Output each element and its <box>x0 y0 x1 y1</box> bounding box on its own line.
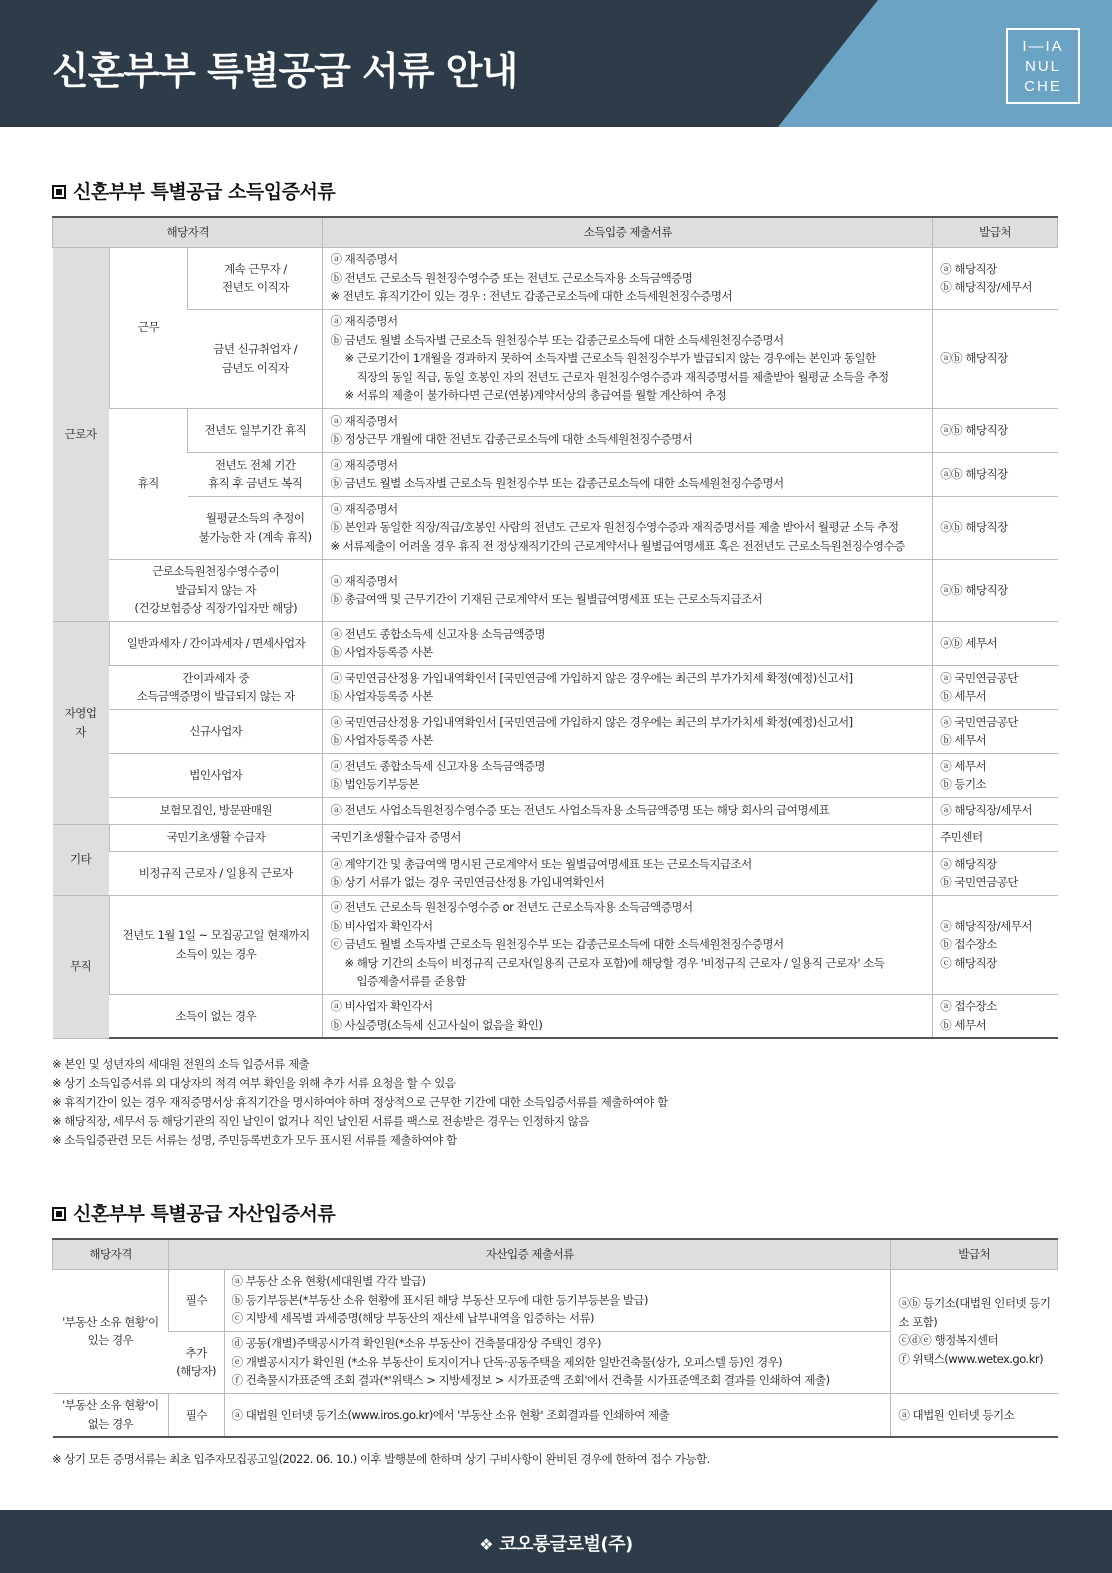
extra-label <box>169 1331 224 1393</box>
doc-note: 직장의 동일 직급, 동일 호봉인 자의 전년도 근로자 원천징수영수증과 재직증명서를 제출받아 월평균 소득을 추정 <box>356 369 889 384</box>
qualification-cell <box>109 709 323 753</box>
issuer-item: ⓐⓑ 해당직장 <box>940 582 1008 597</box>
docs-cell <box>323 247 933 309</box>
qualification-text: 불가능한 자 (계속 휴직) <box>198 529 312 544</box>
doc-item: ⓐ 재직증명서 <box>330 501 398 516</box>
qualification-text: 소득이 있는 경우 <box>175 946 257 961</box>
qualification-cell <box>188 496 323 559</box>
issuer-cell <box>933 709 1058 753</box>
group-other: 기타 <box>53 824 110 895</box>
qualification-cell <box>188 452 323 496</box>
issuer-item: ⓐⓑ 해당직장 <box>940 351 1008 366</box>
issuer-cell <box>933 408 1058 452</box>
required-label: 필수 <box>169 1269 224 1331</box>
issuer-item: ⓑ 접수장소 <box>940 937 997 952</box>
qualification-text: (건강보험증상 직장가입자만 해당) <box>134 601 298 616</box>
issuer-item: ⓒ 해당직장 <box>940 955 997 970</box>
issuer-item: 주민센터 <box>940 830 983 845</box>
doc-item: ⓐ 전년도 종합소득세 신고자용 소득금액증명 <box>330 758 546 773</box>
docs-cell <box>323 408 933 452</box>
qualification-text: 비정규직 근로자 / 일용직 근로자 <box>138 865 293 880</box>
page-header <box>0 0 1112 127</box>
issuer-item: ⓑ 세무서 <box>940 1017 987 1032</box>
qualification-cell <box>53 1269 169 1393</box>
doc-note: ※ 서류의 제출이 불가하다면 근로(연봉)계약서상의 총급여를 월할 계산하여 추정 <box>344 388 727 403</box>
note-line: ※ 상기 모든 증명서류는 최초 입주자모집공고일(2022. 06. 10.) 이후 발행분에 한하며 상기 구비사항이 완비된 경우에 한하여 접수 가능함. <box>52 1452 710 1466</box>
doc-item: ⓑ 금년도 월별 소득자별 근로소득 원천징수부 또는 갑종근로소득에 대한 소득세원천징수증명서 <box>330 476 784 490</box>
issuer-item: ⓕ 위택스(www.wetex.go.kr) <box>898 1351 1044 1366</box>
issuer-item: ⓐ 국민연금공단 <box>940 670 1018 685</box>
table-row <box>53 753 1058 797</box>
table-row <box>53 895 1058 994</box>
asset-table <box>52 1238 1058 1438</box>
docs-cell <box>224 1331 891 1393</box>
docs-cell <box>323 895 933 994</box>
table-row <box>53 1393 1058 1437</box>
income-notes <box>52 1055 668 1150</box>
doc-item: ⓒ 금년도 월별 소득자별 근로소득 원천징수부 또는 갑종근로소득에 대한 소득세원천징수증명서 <box>330 937 784 952</box>
extra-label-text: 추가 <box>185 1345 207 1360</box>
required-label: 필수 <box>169 1393 224 1437</box>
qualification-cell <box>109 665 323 709</box>
doc-item: ⓐ 전년도 사업소득원천징수영수증 또는 전년도 사업소득자용 소득금액증명 또는 해당 회사의 급여명세표 <box>330 803 830 818</box>
qualification-text: 신규사업자 <box>189 723 243 738</box>
issuer-cell <box>933 559 1058 621</box>
qualification-cell <box>109 797 323 824</box>
kolon-logo-icon: ❖ <box>479 1535 494 1554</box>
qualification-text: 발급되지 않는 자 <box>175 582 257 597</box>
qualification-cell <box>109 559 323 621</box>
doc-item: ⓔ 개별공시지가 확인원 (*소유 부동산이 토지이거나 단독·공동주택을 제외한 일반건축물(상가, 오피스텔 등)인 경우) <box>231 1354 783 1369</box>
table-row <box>53 408 1058 452</box>
docs-cell <box>224 1393 891 1437</box>
table-row <box>53 824 1058 851</box>
issuer-cell <box>933 247 1058 309</box>
issuer-item: ⓐ 해당직장 <box>940 261 997 276</box>
issuer-item: ⓑ 등기소 <box>940 777 987 791</box>
qualification-text: 소득금액증명이 발급되지 않는 자 <box>136 689 295 703</box>
issuer-cell <box>933 496 1058 559</box>
qualification-cell <box>53 1393 169 1437</box>
doc-item: ⓑ 사실증명(소득세 신고사실이 없음을 확인) <box>330 1017 543 1032</box>
issuer-item: ⓒⓓⓔ 행정복지센터 <box>898 1333 999 1347</box>
issuer-item: ⓐ 해당직장 <box>940 856 997 871</box>
qualification-text: '부동산 소유 현황'이 <box>62 1314 159 1329</box>
qualification-cell <box>188 408 323 452</box>
doc-item: ⓑ 금년도 월별 소득자별 근로소득 원천징수부 또는 갑종근로소득에 대한 소득세원천징수증명서 <box>330 332 784 347</box>
table-row <box>53 559 1058 621</box>
qualification-text: 국민기초생활 수급자 <box>166 830 266 845</box>
issuer-cell <box>933 309 1058 408</box>
docs-cell <box>323 994 933 1038</box>
qualification-text: 간이과세자 중 <box>182 670 250 685</box>
qualification-text: 금년도 이직자 <box>221 360 289 375</box>
issuer-item: ⓑ 해당직장/세무서 <box>940 280 1032 294</box>
issuer-item: ⓐⓑ 해당직장 <box>940 466 1008 481</box>
doc-item: ⓑ 사업자등록증 사본 <box>330 689 433 703</box>
docs-cell <box>323 824 933 851</box>
doc-item: ⓑ 사업자등록증 사본 <box>330 645 433 659</box>
doc-item: ⓑ 정상근무 개월에 대한 전년도 갑종근로소득에 대한 소득세원천징수증명서 <box>330 432 693 446</box>
doc-item: ⓐ 재직증명서 <box>330 252 398 267</box>
qualification-cell <box>188 247 323 309</box>
doc-item: ⓑ 총급여액 및 근무기간이 기재된 근로계약서 또는 월별급여명세표 또는 근로소득지급조서 <box>330 592 763 606</box>
qualification-text: 근로소득원천징수영수증이 <box>152 564 280 579</box>
issuer-cell <box>933 824 1058 851</box>
docs-cell <box>323 851 933 895</box>
page-title: 신혼부부 특별공급 서류 안내 <box>52 49 518 93</box>
issuer-item: ⓑ 세무서 <box>940 733 987 747</box>
doc-item: ⓐ 재직증명서 <box>330 413 398 428</box>
docs-cell <box>323 753 933 797</box>
qualification-text: 전년도 전체 기간 <box>214 457 296 472</box>
asset-section-title <box>52 1199 335 1226</box>
doc-item: ⓑ 사업자등록증 사본 <box>330 733 433 747</box>
qualification-text: 계속 근무자 / <box>224 261 287 276</box>
doc-item: ⓐ 대법원 인터넷 등기소(www.iros.go.kr)에서 '부동산 소유 현황' 조회결과를 인쇄하여 제출 <box>231 1407 670 1422</box>
issuer-cell <box>933 452 1058 496</box>
logo-line: CHE <box>1024 78 1062 95</box>
table-row <box>53 665 1058 709</box>
docs-cell <box>224 1269 891 1331</box>
issuer-cell <box>933 895 1058 994</box>
doc-item: ⓐ 비사업자 확인각서 <box>330 999 433 1014</box>
footer-brand <box>0 1530 1112 1556</box>
issuer-item: ⓐ 해당직장/세무서 <box>940 918 1032 933</box>
doc-item: 국민기초생활수급자 증명서 <box>330 830 461 845</box>
square-bullet-icon <box>52 1207 66 1221</box>
col-header-issuer: 발급처 <box>891 1239 1058 1269</box>
docs-cell <box>323 452 933 496</box>
col-header-issuer: 발급처 <box>933 217 1058 247</box>
table-row <box>53 797 1058 824</box>
col-header-qualification: 해당자격 <box>53 217 323 247</box>
col-header-docs: 자산입증 제출서류 <box>169 1239 891 1269</box>
note-line: ※ 소득입증관련 모든 서류는 성명, 주민등록번호가 모두 표시된 서류를 제출하여야 함 <box>52 1133 457 1147</box>
doc-item: ⓐ 전년도 근로소득 원천징수영수증 or 전년도 근로소득자용 소득금액증명서 <box>330 900 693 915</box>
table-row <box>53 309 1058 408</box>
doc-item: ⓑ 법인등기부등본 <box>330 777 419 791</box>
issuer-item: ⓑ 세무서 <box>940 689 987 703</box>
issuer-item: ⓑ 국민연금공단 <box>940 875 1018 889</box>
issuer-cell <box>891 1269 1058 1393</box>
doc-item: ⓕ 건축물시가표준액 조회 결과(*'위택스 > 지방세정보 > 시가표준액 조회'에서 건축물 시가표준액조회 결과를 인쇄하여 제출) <box>231 1373 830 1388</box>
square-bullet-icon <box>52 185 66 199</box>
qualification-text: '부동산 소유 현황'이 <box>62 1398 159 1413</box>
footer-brand-text: 코오롱글로벌(주) <box>499 1534 633 1555</box>
doc-item: ⓐ 부동산 소유 현황(세대원별 각각 발급) <box>231 1274 426 1289</box>
doc-item: ⓐ 계약기간 및 총급여액 명시된 근로계약서 또는 월별급여명세표 또는 근로소득지급조서 <box>330 856 752 871</box>
docs-cell <box>323 496 933 559</box>
income-section-title <box>52 177 335 204</box>
docs-cell <box>323 559 933 621</box>
doc-item: ⓒ 지방세 세목별 과세증명(해당 부동산의 재산세 납부내역을 입증하는 서류) <box>231 1311 595 1326</box>
qualification-cell <box>109 994 323 1038</box>
qualification-text: 법인사업자 <box>189 767 243 782</box>
doc-note: ※ 전년도 휴직기간이 있는 경우 : 전년도 갑종근로소득에 대한 소득세원천징수증명서 <box>330 289 733 304</box>
note-line: ※ 휴직기간이 있는 경우 재직증명서상 휴직기간을 명시하여야 하며 정상적으로 근무한 기간에 대한 소득입증서류를 제출하여야 함 <box>52 1095 668 1109</box>
issuer-cell <box>891 1393 1058 1437</box>
doc-item: ⓑ 본인과 동일한 직장/직급/호봉인 사람의 전년도 근로자 원천징수영수증과 재직증명서를 제출 받아서 월평균 소득 추정 <box>330 520 899 535</box>
subgroup-work: 근무 <box>109 247 188 408</box>
income-section-title-text: 신혼부부 특별공급 소득입증서류 <box>73 181 336 203</box>
qualification-text: 전년도 1월 1일 ~ 모집공고일 현재까지 <box>122 928 310 942</box>
issuer-item: ⓐⓑ 해당직장 <box>940 422 1008 437</box>
docs-cell <box>323 309 933 408</box>
doc-note: ※ 서류제출이 어려울 경우 휴직 전 정상재직기간의 근로계약서나 월별급여명세표 혹은 전전년도 근로소득원천징수영수증 <box>330 538 905 553</box>
doc-item: ⓑ 상기 서류가 없는 경우 국민연금산정용 가입내역확인서 <box>330 875 605 889</box>
docs-cell <box>323 665 933 709</box>
qualification-text: 전년도 이직자 <box>222 280 289 294</box>
qualification-cell <box>109 895 323 994</box>
doc-item: ⓐ 재직증명서 <box>330 457 398 472</box>
income-table <box>52 216 1058 1039</box>
issuer-cell <box>933 621 1058 665</box>
issuer-item: ⓐ 세무서 <box>940 758 987 773</box>
extra-label-text: (해당자) <box>176 1364 217 1378</box>
qualification-text: 금년 신규취업자 / <box>213 342 298 356</box>
qualification-cell <box>109 824 323 851</box>
group-worker: 근로자 <box>53 247 110 621</box>
doc-item: ⓐ 국민연금산정용 가입내역확인서 [국민연금에 가입하지 않은 경우에는 최근의 부가가치세 확정(예정)신고서] <box>330 670 853 685</box>
issuer-item: 소 포함) <box>898 1314 938 1329</box>
qualification-text: 없는 경우 <box>87 1416 134 1431</box>
qualification-cell <box>109 621 323 665</box>
doc-item: ⓐ 재직증명서 <box>330 314 398 329</box>
doc-item: ⓑ 등기부등본(*부동산 소유 현황에 표시된 해당 부동산 모두에 대한 등기부등본을 발급) <box>231 1292 649 1307</box>
doc-item: ⓓ 공동(개별)주택공시가격 확인원(*소유 부동산이 건축물대장상 주택인 경우) <box>231 1336 601 1351</box>
logo-line: NUL <box>1024 58 1061 75</box>
issuer-item: ⓐ 국민연금공단 <box>940 714 1018 729</box>
qualification-cell <box>109 851 323 895</box>
table-row <box>53 1269 1058 1331</box>
issuer-item: ⓐⓑ 세무서 <box>940 635 998 650</box>
asset-section-title-text: 신혼부부 특별공급 자산입증서류 <box>73 1203 336 1225</box>
table-row <box>53 247 1058 309</box>
col-header-qualification: 해당자격 <box>53 1239 169 1269</box>
asset-note <box>52 1450 710 1469</box>
issuer-item: ⓐ 접수장소 <box>940 999 997 1014</box>
table-row <box>53 496 1058 559</box>
doc-item: ⓐ 국민연금산정용 가입내역확인서 [국민연금에 가입하지 않은 경우에는 최근의 부가가치세 확정(예정)신고서] <box>330 714 853 729</box>
note-line: ※ 상기 소득입증서류 외 대상자의 적격 여부 확인을 위해 추가 서류 요청을 할 수 있음 <box>52 1076 456 1090</box>
issuer-item: ⓐ 해당직장/세무서 <box>940 803 1032 818</box>
qualification-cell <box>109 753 323 797</box>
logo-line: I—IA <box>1022 38 1064 55</box>
doc-item: ⓑ 비사업자 확인각서 <box>330 918 433 933</box>
group-self-employed: 자영업자 <box>53 621 110 824</box>
table-row <box>53 452 1058 496</box>
doc-item: ⓑ 전년도 근로소득 원천징수영수증 또는 전년도 근로소득자용 소득금액증명 <box>330 270 693 285</box>
qualification-text: 일반과세자 / 간이과세자 / 면세사업자 <box>126 635 306 650</box>
doc-item: ⓐ 전년도 종합소득세 신고자용 소득금액증명 <box>330 626 546 641</box>
table-row <box>53 621 1058 665</box>
qualification-cell <box>188 309 323 408</box>
issuer-cell <box>933 753 1058 797</box>
docs-cell <box>323 621 933 665</box>
table-row <box>53 709 1058 753</box>
doc-note: ※ 해당 기간의 소득이 비정규직 근로자(일용직 근로자 포함)에 해당할 경우 '비정규직 근로자 / 일용직 근로자' 소득 <box>344 955 885 970</box>
qualification-text: 소득이 없는 경우 <box>175 1008 257 1023</box>
doc-note: ※ 근로기간이 1개월을 경과하지 못하여 소득자별 근로소득 원천징수부가 발급되지 않는 경우에는 본인과 동일한 <box>344 351 876 366</box>
doc-note: 입증제출서류를 준용함 <box>356 974 466 989</box>
group-unemployed: 무직 <box>53 895 110 1038</box>
qualification-text: 전년도 일부기간 휴직 <box>204 422 307 437</box>
docs-cell <box>323 709 933 753</box>
docs-cell <box>323 797 933 824</box>
qualification-text: 휴직 후 금년도 복직 <box>208 476 303 490</box>
note-line: ※ 본인 및 성년자의 세대원 전원의 소득 입증서류 제출 <box>52 1057 310 1071</box>
table-row <box>53 851 1058 895</box>
qualification-text: 월평균소득의 추정이 <box>205 511 305 525</box>
qualification-text: 있는 경우 <box>87 1333 134 1347</box>
table-row <box>53 994 1058 1038</box>
page-footer <box>0 1510 1112 1573</box>
issuer-item: ⓐ 대법원 인터넷 등기소 <box>898 1407 1015 1422</box>
col-header-docs: 소득입증 제출서류 <box>323 217 933 247</box>
issuer-cell <box>933 797 1058 824</box>
subgroup-leave: 휴직 <box>109 408 188 559</box>
note-line: ※ 해당직장, 세무서 등 해당기관의 직인 날인이 없거나 직인 날인된 서류를 팩스로 전송받은 경우는 인정하지 않음 <box>52 1114 590 1128</box>
issuer-item: ⓐⓑ 등기소(대법원 인터넷 등기 <box>898 1296 1051 1310</box>
issuer-cell <box>933 665 1058 709</box>
doc-item: ⓐ 재직증명서 <box>330 573 398 588</box>
qualification-text: 보험모집인, 방문판매원 <box>159 803 272 818</box>
issuer-cell <box>933 994 1058 1038</box>
issuer-item: ⓐⓑ 해당직장 <box>940 520 1008 535</box>
issuer-cell <box>933 851 1058 895</box>
hanulche-logo <box>1006 28 1080 104</box>
